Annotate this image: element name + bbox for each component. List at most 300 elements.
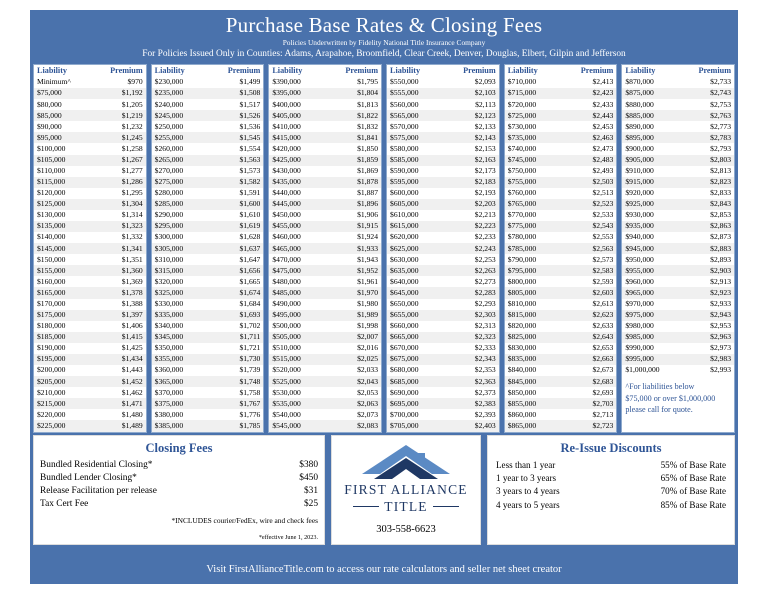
- table-row: [34, 420, 146, 431]
- table-row: [34, 77, 146, 89]
- reissue-discount-row: [496, 471, 726, 484]
- table-row: [152, 166, 264, 177]
- premium-cell: $2,943: [710, 310, 732, 320]
- premium-cell: $1,258: [121, 143, 143, 153]
- column-header-premium: Premium: [91, 65, 146, 77]
- table-row: [505, 254, 617, 265]
- table-row: [269, 321, 381, 332]
- liability-cell: $990,000: [625, 343, 654, 353]
- premium-cell: $1,721: [239, 343, 261, 353]
- premium-cell: $2,823: [710, 177, 732, 187]
- table-row: [34, 332, 146, 343]
- table-row: [387, 332, 499, 343]
- table-row: [387, 420, 499, 431]
- liability-cell: $440,000: [272, 188, 301, 198]
- table-row: [622, 365, 734, 376]
- liability-cell: $75,000: [37, 88, 62, 98]
- table-row: [387, 99, 499, 110]
- closing-fee-row: [40, 484, 318, 497]
- liability-cell: $205,000: [37, 376, 66, 386]
- table-row: [387, 321, 499, 332]
- table-row: [34, 143, 146, 154]
- closing-fee-amount: $31: [303, 485, 318, 496]
- liability-cell: $820,000: [507, 321, 537, 331]
- liability-cell: $665,000: [390, 332, 419, 342]
- premium-cell: $2,053: [357, 387, 379, 397]
- table-row: [269, 354, 381, 365]
- liability-cell: $995,000: [625, 354, 654, 364]
- table-row: [387, 398, 499, 409]
- table-row: [152, 376, 264, 387]
- premium-cell: $2,903: [710, 265, 732, 275]
- liability-cell: $400,000: [272, 99, 301, 109]
- liability-cell: $280,000: [154, 188, 184, 198]
- premium-cell: $1,369: [121, 276, 143, 286]
- column-header-liability: Liability: [505, 65, 559, 77]
- table-row: [152, 132, 264, 143]
- liability-cell: $385,000: [154, 420, 184, 430]
- premium-cell: $2,413: [592, 77, 614, 87]
- liability-cell: $935,000: [625, 221, 654, 231]
- table-row: [622, 166, 734, 177]
- table-row: [152, 276, 264, 287]
- premium-cell: $1,378: [121, 287, 143, 297]
- liability-cell: $310,000: [154, 254, 184, 264]
- quote-note-line: please call for quote.: [625, 404, 693, 414]
- table-row: [269, 398, 381, 409]
- premium-cell: $1,943: [357, 254, 379, 264]
- premium-cell: $1,878: [357, 177, 379, 187]
- table-row: [269, 232, 381, 243]
- table-row: [269, 343, 381, 354]
- table-row: [387, 243, 499, 254]
- table-row: [387, 77, 499, 89]
- premium-cell: $2,343: [474, 354, 496, 364]
- premium-cell: $1,360: [121, 265, 143, 275]
- premium-cell: $1,637: [239, 243, 261, 253]
- premium-cell: $2,693: [592, 387, 614, 397]
- premium-cell: $1,822: [357, 110, 379, 120]
- premium-cell: $2,243: [474, 243, 496, 253]
- premium-cell: $2,016: [357, 343, 379, 353]
- table-row: [387, 199, 499, 210]
- premium-cell: $2,373: [474, 387, 496, 397]
- liability-cell: $635,000: [390, 265, 419, 275]
- liability-cell: $945,000: [625, 243, 654, 253]
- table-row: [34, 99, 146, 110]
- table-row: [152, 387, 264, 398]
- table-row: [269, 376, 381, 387]
- table-row: [387, 387, 499, 398]
- table-row: [622, 310, 734, 321]
- liability-cell: $260,000: [154, 143, 184, 153]
- liability-cell: $600,000: [390, 188, 419, 198]
- liability-cell: $530,000: [272, 387, 301, 397]
- liability-cell: $545,000: [272, 420, 301, 430]
- table-row: [269, 221, 381, 232]
- table-row: [152, 409, 264, 420]
- premium-cell: $2,893: [710, 254, 732, 264]
- liability-cell: $750,000: [507, 166, 537, 176]
- premium-cell: $1,859: [357, 154, 379, 164]
- reissue-discounts-panel: [487, 435, 735, 545]
- liability-cell: $690,000: [390, 387, 419, 397]
- liability-cell: $640,000: [390, 276, 419, 286]
- liability-cell: $165,000: [37, 287, 66, 297]
- liability-cell: $350,000: [154, 343, 184, 353]
- premium-cell: $1,998: [357, 321, 379, 331]
- premium-cell: $2,753: [710, 99, 732, 109]
- table-row: [269, 88, 381, 99]
- reissue-discounts-table: [496, 458, 726, 512]
- premium-cell: $2,093: [474, 77, 496, 87]
- premium-cell: $2,323: [474, 332, 496, 342]
- liability-cell: $155,000: [37, 265, 66, 275]
- phone-number: 303-558-6623: [376, 523, 436, 535]
- table-row: [622, 143, 734, 154]
- premium-cell: $1,508: [239, 88, 261, 98]
- column-header-premium: Premium: [441, 65, 499, 77]
- liability-cell: $180,000: [37, 321, 66, 331]
- rule-right: [433, 506, 459, 507]
- column-header-premium: Premium: [679, 65, 734, 77]
- premium-cell: $1,554: [239, 143, 261, 153]
- table-row: [387, 221, 499, 232]
- liability-cell: $870,000: [625, 77, 654, 87]
- premium-cell: $1,869: [357, 166, 379, 176]
- liability-cell: $405,000: [272, 110, 301, 120]
- table-row: [505, 188, 617, 199]
- table-row: [34, 254, 146, 265]
- quote-note-line: ^For liabilities below: [625, 382, 695, 392]
- table-row: [152, 210, 264, 221]
- premium-cell: $2,923: [710, 287, 732, 297]
- table-row: [152, 99, 264, 110]
- premium-cell: $1,277: [121, 166, 143, 176]
- premium-cell: $1,952: [357, 265, 379, 275]
- closing-fee-label: Bundled Lender Closing*: [40, 472, 137, 483]
- table-row: [34, 299, 146, 310]
- premium-cell: $1,915: [357, 221, 379, 231]
- liability-cell: $760,000: [507, 188, 537, 198]
- rate-column-group: [621, 64, 735, 433]
- table-row: [152, 243, 264, 254]
- liability-cell: $105,000: [37, 154, 66, 164]
- table-row: [505, 343, 617, 354]
- liability-cell: $150,000: [37, 254, 66, 264]
- table-row: [622, 88, 734, 99]
- table-row: [622, 299, 734, 310]
- premium-cell: $1,795: [357, 77, 379, 87]
- liability-cell: $705,000: [390, 420, 419, 430]
- premium-cell: $2,603: [592, 287, 614, 297]
- premium-cell: $2,163: [474, 154, 496, 164]
- premium-cell: $1,425: [121, 343, 143, 353]
- liability-cell: $725,000: [507, 110, 537, 120]
- liability-cell: $895,000: [625, 132, 654, 142]
- table-row: [387, 132, 499, 143]
- liability-cell: $590,000: [390, 166, 419, 176]
- liability-cell: $125,000: [37, 199, 66, 209]
- premium-cell: $2,073: [357, 409, 379, 419]
- table-row: [505, 420, 617, 431]
- liability-cell: $785,000: [507, 243, 537, 253]
- premium-cell: $2,843: [710, 199, 732, 209]
- premium-cell: $1,665: [239, 276, 261, 286]
- table-row: [505, 321, 617, 332]
- liability-cell: Minimum^: [37, 77, 71, 87]
- reissue-rate-value: 70% of Base Rate: [660, 486, 726, 497]
- reissue-period-label: 3 years to 4 years: [496, 486, 560, 497]
- liability-cell: $410,000: [272, 121, 301, 131]
- table-row: [152, 343, 264, 354]
- liability-cell: $330,000: [154, 298, 184, 308]
- liability-cell: $390,000: [272, 77, 301, 87]
- bottom-panels: [33, 435, 735, 545]
- premium-cell: $1,351: [121, 254, 143, 264]
- column-header-liability: Liability: [34, 65, 91, 77]
- premium-cell: $1,776: [239, 409, 261, 419]
- liability-cell: $970,000: [625, 298, 654, 308]
- liability-cell: $940,000: [625, 232, 654, 242]
- table-row: [152, 254, 264, 265]
- premium-cell: $2,533: [592, 210, 614, 220]
- premium-cell: $1,610: [239, 210, 261, 220]
- table-row: [387, 177, 499, 188]
- rate-column-group: [504, 64, 618, 433]
- liability-cell: $475,000: [272, 265, 301, 275]
- table-row: [387, 88, 499, 99]
- liability-cell: $700,000: [390, 409, 419, 419]
- table-row: [34, 199, 146, 210]
- liability-cell: $470,000: [272, 254, 301, 264]
- premium-cell: $2,253: [474, 254, 496, 264]
- premium-cell: $2,973: [710, 343, 732, 353]
- table-row: [269, 210, 381, 221]
- liability-cell: $415,000: [272, 132, 301, 142]
- brand-name-row2: [353, 499, 458, 515]
- liability-cell: $520,000: [272, 365, 301, 375]
- premium-cell: $1,961: [357, 276, 379, 286]
- premium-cell: $1,989: [357, 310, 379, 320]
- liability-cell: $140,000: [37, 232, 66, 242]
- liability-cell: $455,000: [272, 221, 301, 231]
- liability-cell: $460,000: [272, 232, 301, 242]
- premium-cell: $1,785: [239, 420, 261, 430]
- closing-fee-row: [40, 471, 318, 484]
- premium-cell: $1,582: [239, 177, 261, 187]
- column-header-liability: Liability: [152, 65, 206, 77]
- premium-cell: $2,593: [592, 276, 614, 286]
- premium-cell: $1,711: [239, 332, 261, 342]
- column-header-liability: Liability: [269, 65, 323, 77]
- table-row: [269, 243, 381, 254]
- premium-cell: $1,388: [121, 298, 143, 308]
- premium-cell: $2,853: [710, 210, 732, 220]
- table-row: [387, 210, 499, 221]
- liability-cell: $335,000: [154, 310, 184, 320]
- premium-cell: $2,703: [592, 398, 614, 408]
- closing-fee-label: Release Facilitation per release: [40, 485, 157, 496]
- liability-cell: $965,000: [625, 287, 654, 297]
- liability-cell: $285,000: [154, 199, 184, 209]
- premium-cell: $2,203: [474, 199, 496, 209]
- table-row: [152, 155, 264, 166]
- liability-cell: $190,000: [37, 343, 66, 353]
- premium-cell: $2,463: [592, 132, 614, 142]
- premium-cell: $2,007: [357, 332, 379, 342]
- table-row: [622, 221, 734, 232]
- table-row: [152, 398, 264, 409]
- premium-cell: $1,933: [357, 243, 379, 253]
- closing-fees-title: Closing Fees: [145, 441, 213, 455]
- table-row: [269, 387, 381, 398]
- closing-fees-panel: [33, 435, 325, 545]
- table-row: [505, 287, 617, 298]
- premium-cell: $2,453: [592, 121, 614, 131]
- premium-cell: $2,683: [592, 376, 614, 386]
- premium-cell: $2,733: [710, 77, 732, 87]
- table-row: [387, 409, 499, 420]
- liability-cell: $695,000: [390, 398, 419, 408]
- liability-cell: $790,000: [507, 254, 537, 264]
- liability-cell: $275,000: [154, 177, 184, 187]
- liability-cell: $270,000: [154, 166, 184, 176]
- column-header-premium: Premium: [559, 65, 617, 77]
- liability-cell: $555,000: [390, 88, 419, 98]
- premium-cell: $2,493: [592, 166, 614, 176]
- rate-column-group: [151, 64, 265, 433]
- table-row: [505, 221, 617, 232]
- premium-cell: $2,913: [710, 276, 732, 286]
- premium-cell: $2,483: [592, 154, 614, 164]
- table-row: [622, 354, 734, 365]
- liability-cell: $305,000: [154, 243, 184, 253]
- table-header-row: [34, 65, 146, 77]
- reissue-period-label: Less than 1 year: [496, 459, 556, 470]
- premium-cell: $2,283: [474, 287, 496, 297]
- liability-cell: $185,000: [37, 332, 66, 342]
- liability-cell: $225,000: [37, 420, 66, 430]
- premium-cell: $2,643: [592, 332, 614, 342]
- premium-cell: $2,763: [710, 110, 732, 120]
- premium-cell: $2,623: [592, 310, 614, 320]
- table-row: [505, 177, 617, 188]
- liability-cell: $515,000: [272, 354, 301, 364]
- premium-cell: $1,323: [121, 221, 143, 231]
- brand-name-line1: FIRST ALLIANCE: [344, 481, 468, 497]
- table-row: [269, 143, 381, 154]
- table-row: [505, 110, 617, 121]
- table-row: [34, 210, 146, 221]
- premium-cell: $2,993: [710, 365, 732, 375]
- table-row: [34, 343, 146, 354]
- table-row: [152, 287, 264, 298]
- table-row: [622, 99, 734, 110]
- table-row: [505, 77, 617, 89]
- table-row: [622, 188, 734, 199]
- liability-cell: $290,000: [154, 210, 184, 220]
- premium-cell: $1,591: [239, 188, 261, 198]
- table-row: [387, 310, 499, 321]
- table-row: [505, 332, 617, 343]
- brand-name-line2: TITLE: [384, 498, 428, 514]
- premium-cell: $2,773: [710, 121, 732, 131]
- company-logo-panel: [331, 435, 481, 545]
- liability-cell: $575,000: [390, 132, 419, 142]
- table-row: [387, 299, 499, 310]
- liability-cell: $250,000: [154, 121, 184, 131]
- premium-cell: $1,647: [239, 254, 261, 264]
- premium-cell: $1,462: [121, 387, 143, 397]
- table-row: [269, 420, 381, 431]
- liability-cell: $615,000: [390, 221, 419, 231]
- premium-cell: $2,103: [474, 88, 496, 98]
- table-row: [269, 254, 381, 265]
- premium-cell: $1,850: [357, 143, 379, 153]
- liability-cell: $605,000: [390, 199, 419, 209]
- liability-cell: $300,000: [154, 232, 184, 242]
- liability-cell: $745,000: [507, 154, 537, 164]
- premium-cell: $1,628: [239, 232, 261, 242]
- table-row: [387, 276, 499, 287]
- table-row: [505, 299, 617, 310]
- premium-cell: $2,143: [474, 132, 496, 142]
- liability-cell: $900,000: [625, 143, 654, 153]
- liability-cell: $100,000: [37, 143, 66, 153]
- table-row: [152, 199, 264, 210]
- liability-cell: $510,000: [272, 343, 301, 353]
- premium-cell: $1,980: [357, 298, 379, 308]
- table-row: [505, 232, 617, 243]
- liability-cell: $755,000: [507, 177, 537, 187]
- table-row: [34, 121, 146, 132]
- liability-cell: $560,000: [390, 99, 419, 109]
- premium-cell: $2,423: [592, 88, 614, 98]
- table-row: [387, 121, 499, 132]
- table-row: [152, 265, 264, 276]
- rule-left: [353, 506, 379, 507]
- table-row: [34, 365, 146, 376]
- premium-cell: $2,263: [474, 265, 496, 275]
- table-row: [505, 243, 617, 254]
- premium-cell: $1,452: [121, 376, 143, 386]
- liability-cell: $240,000: [154, 99, 184, 109]
- premium-cell: $2,803: [710, 154, 732, 164]
- premium-cell: $1,545: [239, 132, 261, 142]
- premium-cell: $1,245: [121, 132, 143, 142]
- table-row: [152, 420, 264, 431]
- column-header-premium: Premium: [323, 65, 381, 77]
- premium-cell: $2,303: [474, 310, 496, 320]
- premium-cell: $2,953: [710, 321, 732, 331]
- liability-cell: $595,000: [390, 177, 419, 187]
- table-row: [152, 365, 264, 376]
- premium-cell: $2,223: [474, 221, 496, 231]
- premium-cell: $2,433: [592, 99, 614, 109]
- premium-cell: $1,693: [239, 310, 261, 320]
- premium-cell: $2,863: [710, 221, 732, 231]
- liability-cell: $565,000: [390, 110, 419, 120]
- premium-cell: $2,403: [474, 420, 496, 430]
- premium-cell: $2,173: [474, 166, 496, 176]
- liability-cell: $110,000: [37, 166, 66, 176]
- liability-cell: $175,000: [37, 310, 66, 320]
- table-row: [34, 110, 146, 121]
- liability-cell: $435,000: [272, 177, 301, 187]
- liability-cell: $540,000: [272, 409, 301, 419]
- premium-cell: $2,333: [474, 343, 496, 353]
